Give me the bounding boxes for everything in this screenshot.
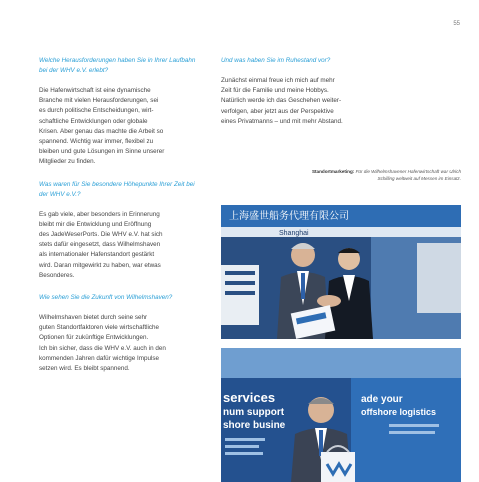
question-highlights: Was waren für Sie besondere Höhepunkte Ihrer Zeit bei der WHV e.V.?	[39, 180, 195, 198]
question-challenges: Welche Herausforderungen haben Sie in Ihrer Laufbahn bei der WHV e.V. erlebt?	[39, 57, 196, 74]
banner-business: shore busine	[223, 420, 286, 431]
answer-retirement: Zunächst einmal freue ich mich auf mehr Zeit für die Familie und meine Hobbys. Natürlich werde ich das Geschehen weiter- verfolgen, aber jetzt aus der Perspektive eines Privatmanns – und mit mehr Abstand.	[221, 77, 343, 125]
left-column	[39, 56, 199, 386]
banner-support: num support	[223, 407, 285, 418]
english-company-sign: Shanghai	[279, 230, 309, 237]
photo-1-illustration	[221, 205, 461, 339]
banner-offshore-logistics: offshore logistics	[361, 407, 437, 417]
caption-text: Für die Wilhelmshavener Hafenwirtschaft war Ulrich Schilling weltweit auf Messen im Einsatz.	[354, 169, 461, 181]
chinese-company-sign: 上海盛世船务代理有限公司	[229, 211, 349, 222]
banner-ade-your: ade your	[361, 394, 403, 405]
answer-challenges: Die Hafenwirtschaft ist eine dynamische Branche mit vielen Herausforderungen, sei es durch politische Entscheidungen, wirt- schaftliche Entwicklungen oder globale Krisen. Aber genau das machte die Arbeit so spannend. Wichtig war immer, flexibel zu bleiben und gute Lösungen im Sinne unserer Mitglieder zu finden.	[39, 87, 165, 166]
photo-trade-fair-handshake	[221, 205, 461, 339]
answer-highlights: Es gab viele, aber besonders in Erinnerung bleibt mir die Entwicklung und Eröffnung des JadeWeserPorts. Die WHV e.V. hat sich stets dafür eingesetzt, dass Wilhelmshaven als internationaler Hafenstandort gestärkt wird. Daran mitgewirkt zu haben, war etwas Besonderes.	[39, 210, 163, 279]
photo-caption	[301, 168, 461, 182]
caption-label: Standortmarketing:	[311, 169, 355, 174]
page-number: 55	[453, 21, 460, 27]
photo-trade-fair-stand	[221, 348, 461, 482]
question-retirement: Und was haben Sie im Ruhestand vor?	[221, 57, 331, 64]
right-column	[221, 56, 391, 139]
question-future: Wie sehen Sie die Zukunft von Wilhelmshaven?	[39, 294, 173, 302]
answer-future: Wilhelmshaven bietet durch seine sehr guten Standortfaktoren viele wirtschaftliche Optionen für zukünftige Entwicklungen. Ich bin sicher, dass die WHV e.V. auch in den kommenden Jahren dafür wichtige Impulse setzen wird. Es bleibt spannend.	[39, 314, 166, 373]
banner-services: services	[223, 390, 276, 405]
photo-2-illustration	[221, 348, 461, 482]
